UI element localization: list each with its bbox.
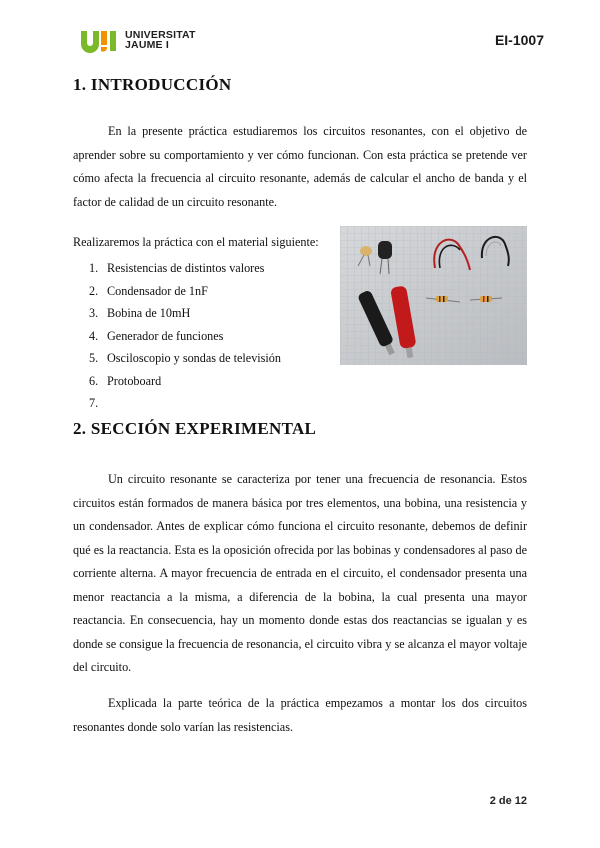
page-header xyxy=(0,0,600,60)
inductor xyxy=(378,241,392,259)
materials-photo xyxy=(340,226,527,365)
materials-list xyxy=(73,257,281,415)
uji-logo-mark xyxy=(80,29,122,53)
experimental-heading: 2. SECCIÓN EXPERIMENTAL xyxy=(73,419,317,438)
university-logo xyxy=(80,29,210,53)
university-name-line2: JAUME I xyxy=(125,39,169,51)
list-item: 2. Condensador de 1nF xyxy=(89,283,208,298)
page-number: 2 de 12 xyxy=(489,795,527,807)
university-name xyxy=(125,30,196,50)
materials-photo-illustration xyxy=(340,226,527,365)
university-name-line1: UNIVERSITAT xyxy=(125,29,196,41)
material-label: Realizaremos la práctica con el material siguiente: xyxy=(73,235,319,249)
list-item: 3. Bobina de 10mH xyxy=(89,306,191,320)
list-item: 6. Protoboard xyxy=(89,373,162,388)
list-item: 1. Resistencias de distintos valores xyxy=(89,261,265,275)
list-item: 5. Osciloscopio y sondas de televisión xyxy=(89,351,281,365)
capacitor xyxy=(360,246,372,256)
list-item: 4. Generador de funciones xyxy=(89,328,224,343)
experimental-paragraph-2: Explicada la parte teórica de la práctica empezamos a montar los dos circuitos resonantes donde solo varían las resistencias. xyxy=(73,696,527,734)
course-code: EI-1007 xyxy=(494,32,544,48)
intro-paragraph: En la presente práctica estudiaremos los circuitos resonantes, con el objetivo de aprender sobre su comportamiento y ver cómo funcionan. Con esta práctica se pretende ver cómo afecta la frecuencia al circuito resonante, además de calcular el ancho de banda y el factor de calidad de un circuito resonante. xyxy=(73,124,527,209)
intro-heading: 1. INTRODUCCIÓN xyxy=(73,75,232,94)
list-item: 7. xyxy=(89,396,99,410)
experimental-paragraph-1: Un circuito resonante se caracteriza por tener una frecuencia de resonancia. Estos circuitos están formados de manera básica por tres elementos, una bobina, una resistencia y un condensador. Antes de explicar cómo funciona el circuito resonante, debemos de definir qué es la reactancia. Esta es la oposición ofrecida por las bobinas y condensadores al paso de corriente alterna. A mayor frecuencia de entrada en el circuito, el condensador presenta una menor reactancia a la misma, a diferencia de la bobina, la cual presenta una mayor reactancia. En consecuencia, hay un momento donde estas dos reactancias se igualan y es donde se consigue la frecuencia de resonancia, el circuito vibra y se alcanza el mayor voltaje del circuito. xyxy=(73,472,527,674)
